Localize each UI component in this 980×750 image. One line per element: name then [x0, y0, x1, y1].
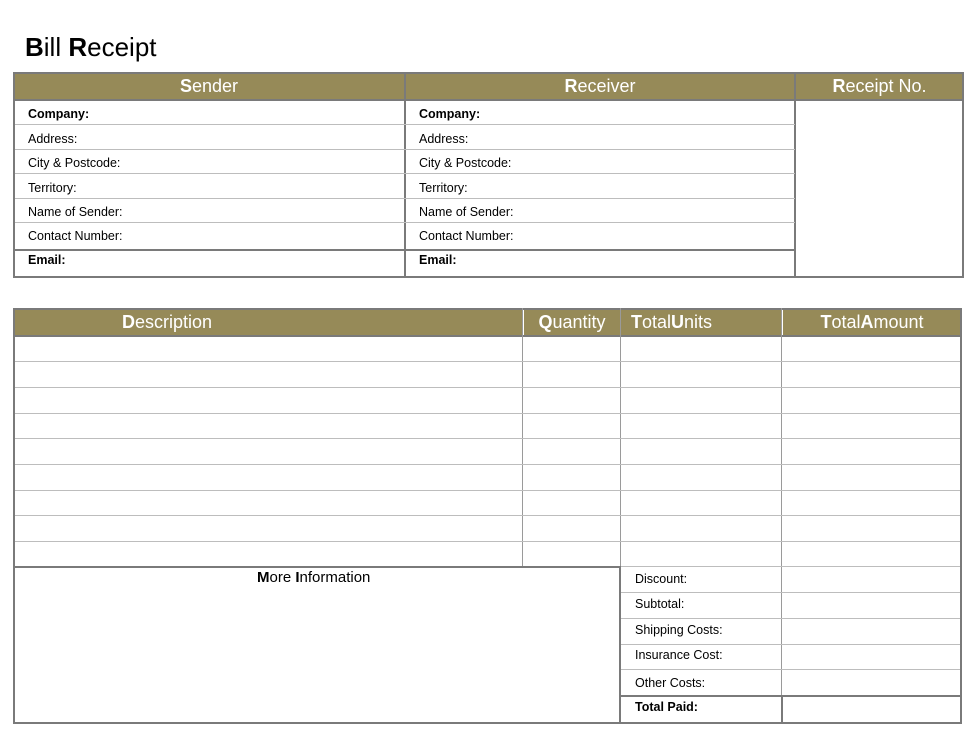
receiver-city-label: City & Postcode: [419, 156, 512, 170]
description-header: D escription [14, 309, 522, 336]
quantity-header: Q uantity [524, 309, 620, 336]
receiver-address-label: Address: [419, 132, 469, 146]
receiver-email-label: Email: [419, 253, 457, 267]
sender-name-label: Name of Sender: [28, 205, 123, 219]
receiver-header: R eceiver [405, 72, 795, 100]
sender-header: S ender [14, 72, 404, 100]
total-units-header: T otal U nits [621, 309, 781, 336]
other-costs-label: Other Costs: [635, 676, 706, 690]
sender-territory-label: Territory: [28, 181, 77, 195]
receipt-no-field[interactable] [797, 101, 962, 276]
sender-email-label: Email: [28, 253, 66, 267]
discount-label: Discount: [635, 572, 688, 586]
more-information-title: More Information [257, 569, 371, 586]
sender-address-label: Address: [28, 132, 78, 146]
insurance-cost-label: Insurance Cost: [635, 648, 723, 662]
page-title: Bill Receipt [25, 32, 157, 62]
sender-city-label: City & Postcode: [28, 156, 121, 170]
receipt-no-header: R eceipt No. [796, 72, 963, 100]
sender-company-label: Company: [28, 107, 90, 121]
receiver-name-label: Name of Sender: [419, 205, 514, 219]
total-paid-label: Total Paid: [635, 700, 698, 714]
receiver-contact-label: Contact Number: [419, 229, 514, 243]
subtotal-label: Subtotal: [635, 597, 685, 611]
receiver-territory-label: Territory: [419, 181, 468, 195]
more-information-field[interactable] [15, 590, 618, 722]
shipping-costs-label: Shipping Costs: [635, 623, 723, 637]
total-amount-header: T otal A mount [783, 309, 961, 336]
receiver-company-label: Company: [419, 107, 481, 121]
sender-contact-label: Contact Number: [28, 229, 123, 243]
